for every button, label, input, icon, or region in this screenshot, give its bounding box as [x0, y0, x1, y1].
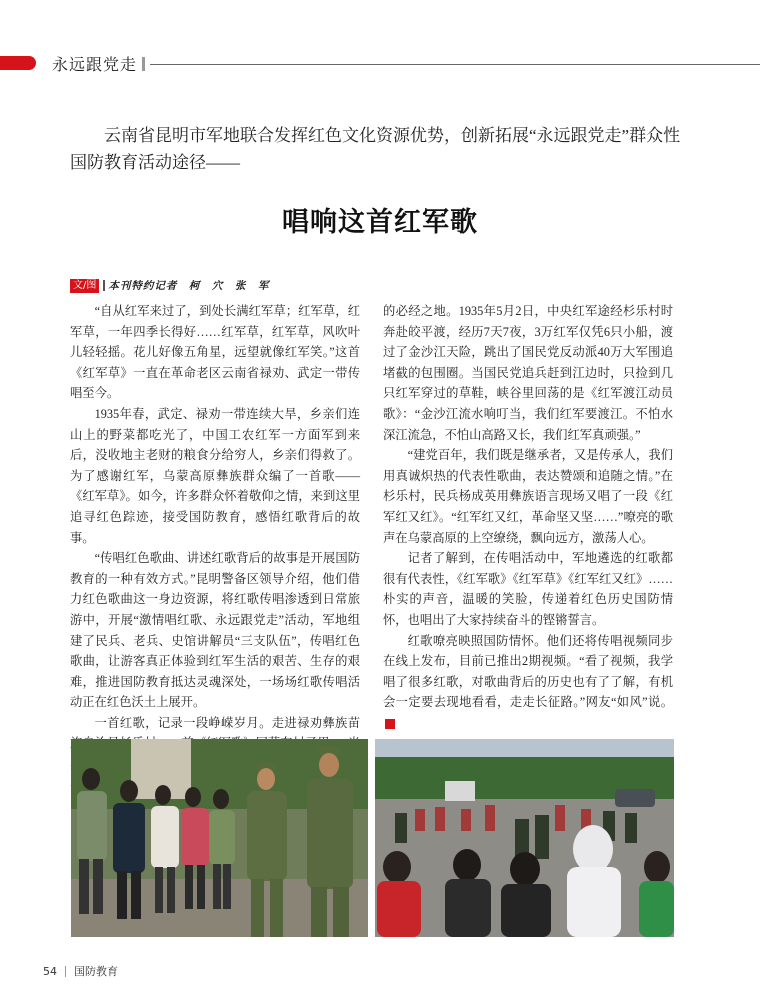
- paragraph: 1935年春，武定、禄劝一带连续大旱，乡亲们连山上的野菜都吃光了，中国工农红军一方面军到来后，没收地主老财的粮食分给穷人，乡亲们得救了。为了感谢红军，乌蒙高原彝族群众编了一首歌——《红军草》。如今，许多群众怀着敬仰之情，来到这里追寻红色踪迹，接受国防教育，感悟红歌背后的故事。: [70, 406, 360, 545]
- byline-tag: 文/图: [70, 279, 99, 293]
- photo-soldiers-singing: [71, 739, 368, 937]
- paragraph: “自从红军来过了，到处长满红军草；红军草，红军草，一年四季长得好……红军草，红军草，风吹叶儿轻轻摇。花儿好像五角星，远望就像红军笑。”这首《红军草》一直在革命老区云南省禄劝、武定一带传唱至今。: [70, 304, 360, 401]
- paragraph: 一首红歌，记录一段峥嵘岁月。走进禄劝彝族苗: [94, 715, 360, 730]
- paragraph: “传唱红色歌曲、讲述红歌背后的故事是开展国防教育的一种有效方式。”昆明警备区领导介绍，他们借力红色歌曲这一身边资源，将红歌传唱渗透到日常旅游中，开展“激情唱红歌、永远跟党走”活动，军地组建了民兵、老兵、史馆讲解员“三支队伍”，传唱红色歌曲，让游客真正体验到红军生活的艰苦、生存的艰难，推进国防教育抵达灵魂深处，一场场红歌传唱活动正在红色沃土上展开。: [70, 551, 360, 710]
- section-title: 永远跟党走: [52, 55, 138, 74]
- page-footer: [43, 963, 118, 979]
- byline-authors: 本刊特约记者 柯 穴 张 军: [108, 280, 270, 292]
- article-column-right: [383, 301, 673, 733]
- photo-singing-circle-image: [375, 739, 674, 937]
- footer-separator: [65, 966, 66, 977]
- photo-soldiers-singing-image: [71, 739, 368, 937]
- photo-singing-circle: [375, 739, 674, 937]
- paragraph-text: 红歌嘹亮映照国防情怀。他们还将传唱视频同步在线上发布，目前已推出2期视频。“看了视频，我学唱了很多红歌，对歌曲背后的历史也有了了解，有机会一定要去现地看看，走走长征路。”网友“如风”说。: [383, 633, 673, 710]
- paragraph: 的必经之地。1935年5月2日，中央红军途经杉乐村时奔赴皎平渡，经历7天7夜，3万红军仅凭6只小船，渡过了金沙江天险，跳出了国民党反动派40万大军围追堵截的包围圈。当国民党追兵赶到江边时，只捡到几只红军穿过的草鞋，峡谷里回荡的是《红军渡江动员歌》：“金沙江流水响叮当，我们红军要渡江。不怕水深江流急，不怕山高路又长，我们红军真顽强。”: [383, 304, 673, 442]
- byline-separator: [103, 280, 105, 291]
- paragraph: “建党百年，我们既是继承者，又是传承人，我们用真诚炽热的代表性歌曲，表达赞颂和追随之情。”在杉乐村，民兵杨成英用彝族语言现场又唱了一段《红军红又红》。“红军红又红，革命坚又坚……”嘹亮的歌声在乌蒙高原的上空缭绕，飘向远方，激荡人心。: [383, 448, 673, 545]
- section-marker-bar: [0, 56, 36, 70]
- article-title: 唱响这首红军歌: [282, 207, 478, 238]
- end-of-article-icon: G: [385, 719, 395, 729]
- page-number: 54: [43, 964, 57, 978]
- paragraph: [383, 631, 673, 734]
- header-rule: [150, 64, 760, 65]
- paragraph: 记者了解到，在传唱活动中，军地遴选的红歌都很有代表性，《红军歌》《红军草》《红军红又红》……朴实的声音，温暖的笑脸，传递着红色历史国防情怀，也唱出了大家持续奋斗的铿锵誓言。: [383, 551, 673, 627]
- section-divider-mark: [142, 57, 145, 71]
- article-column-left: [70, 301, 360, 795]
- magazine-name: 国防教育: [74, 965, 118, 978]
- article-lead: 云南省昆明市军地联合发挥红色文化资源优势，创新拓展“永远跟党走”群众性国防教育活动途径——: [70, 126, 681, 172]
- byline: [70, 278, 269, 293]
